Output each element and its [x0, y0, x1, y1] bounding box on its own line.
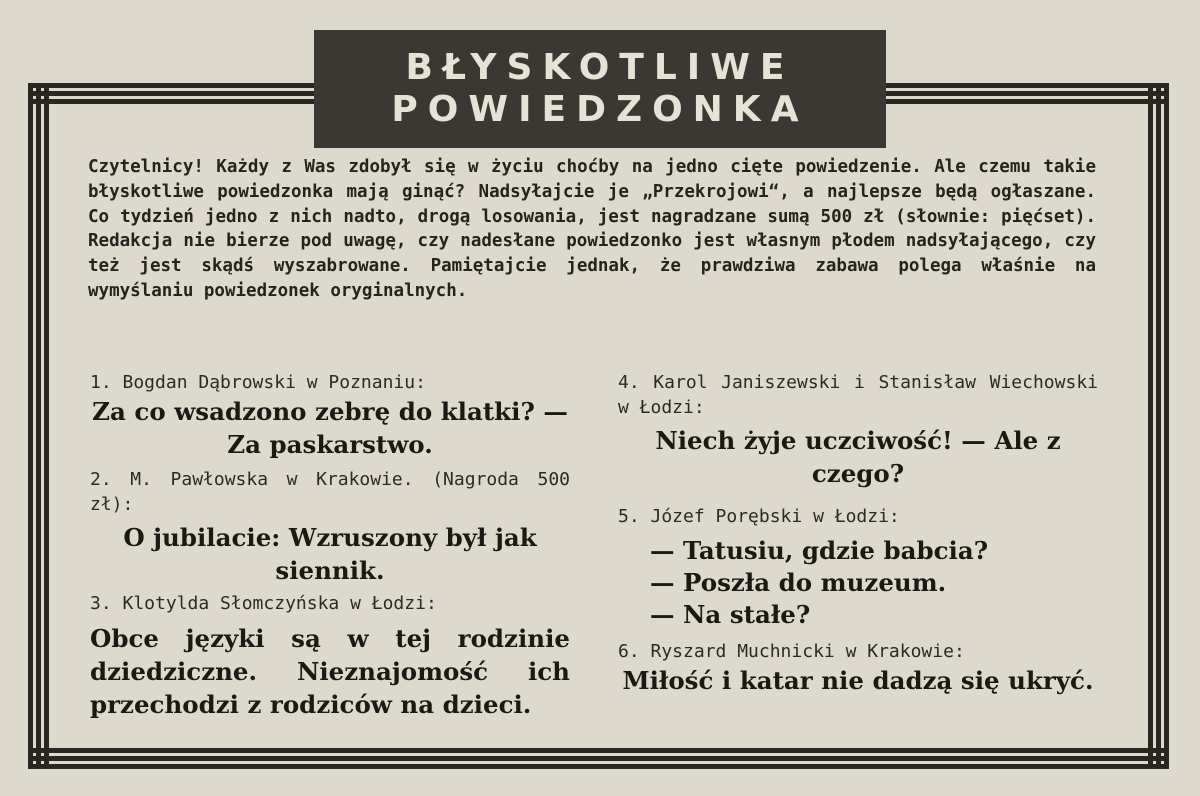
entry-1: [90, 370, 570, 461]
entry-author: 1. Bogdan Dąbrowski w Poznaniu:: [90, 372, 426, 393]
left-column: [90, 370, 570, 721]
intro-paragraph: Czytelnicy! Każdy z Was zdobył się w życiu choćby na jedno cięte powiedzenie. Ale czemu takie błyskotliwe powiedzonka mają ginąć? Nadsyłajcie je „Przekrojowi“, a najlepsze będą ogłaszane. Co tydzień jedno z nich nadto, drogą losowania, jest nagradzane sumą 500 zł (słownie: pięćset). Redakcja nie bierze pod uwagę, czy nadesłane powiedzonko jest własnym płodem nadsyłającego, czy też jest skądś wyszabrowane. Pamiętajcie jednak, że prawdziwa zabawa polega właśnie na wymyślaniu powiedzonek oryginalnych.: [88, 157, 1096, 301]
entry-dialog: [618, 535, 1098, 631]
title-line-1: BŁYSKOTLIWE: [405, 47, 795, 88]
entry-6: [618, 639, 1098, 697]
frame-top-left-border: [28, 83, 314, 104]
title-line-2: POWIEDZONKA: [391, 89, 809, 130]
entry-5: [618, 504, 1098, 631]
entry-4: [618, 370, 1098, 490]
entry-quote: Obce języki są w tej rodzinie dziedziczne. Nieznajomość ich przechodzi z rodziców na dzieci.: [90, 624, 570, 719]
entry-quote: Za co wsadzono zebrę do klatki? — Za paskarstwo.: [92, 397, 568, 459]
frame-right-border: [1148, 83, 1169, 769]
frame-bottom-border: [28, 748, 1169, 769]
entry-2: [90, 467, 570, 587]
frame-left-border: [28, 83, 49, 769]
dialog-line: — Poszła do muzeum.: [650, 568, 947, 597]
dialog-line: — Na stałe?: [650, 600, 811, 629]
entry-quote: O jubilacie: Wzruszony był jak siennik.: [123, 523, 537, 585]
entry-3: [90, 591, 570, 721]
entry-author: 5. Józef Porębski w Łodzi:: [618, 506, 900, 527]
entry-author: 2. M. Pawłowska w Krakowie. (Nagroda 500 zł):: [90, 469, 570, 515]
entry-quote: Niech żyje uczciwość! — Ale z czego?: [655, 426, 1061, 488]
dialog-line: — Tatusiu, gdzie babcia?: [650, 536, 989, 565]
entry-quote: Miłość i katar nie dadzą się ukryć.: [622, 666, 1094, 695]
frame-top-right-border: [886, 83, 1169, 104]
entry-author: 6. Ryszard Muchnicki w Krakowie:: [618, 641, 965, 662]
right-column: [618, 370, 1098, 697]
title-banner: [314, 30, 886, 148]
entry-author: 4. Karol Janiszewski i Stanisław Wiechowski w Łodzi:: [618, 372, 1098, 418]
entry-author: 3. Klotylda Słomczyńska w Łodzi:: [90, 593, 437, 614]
